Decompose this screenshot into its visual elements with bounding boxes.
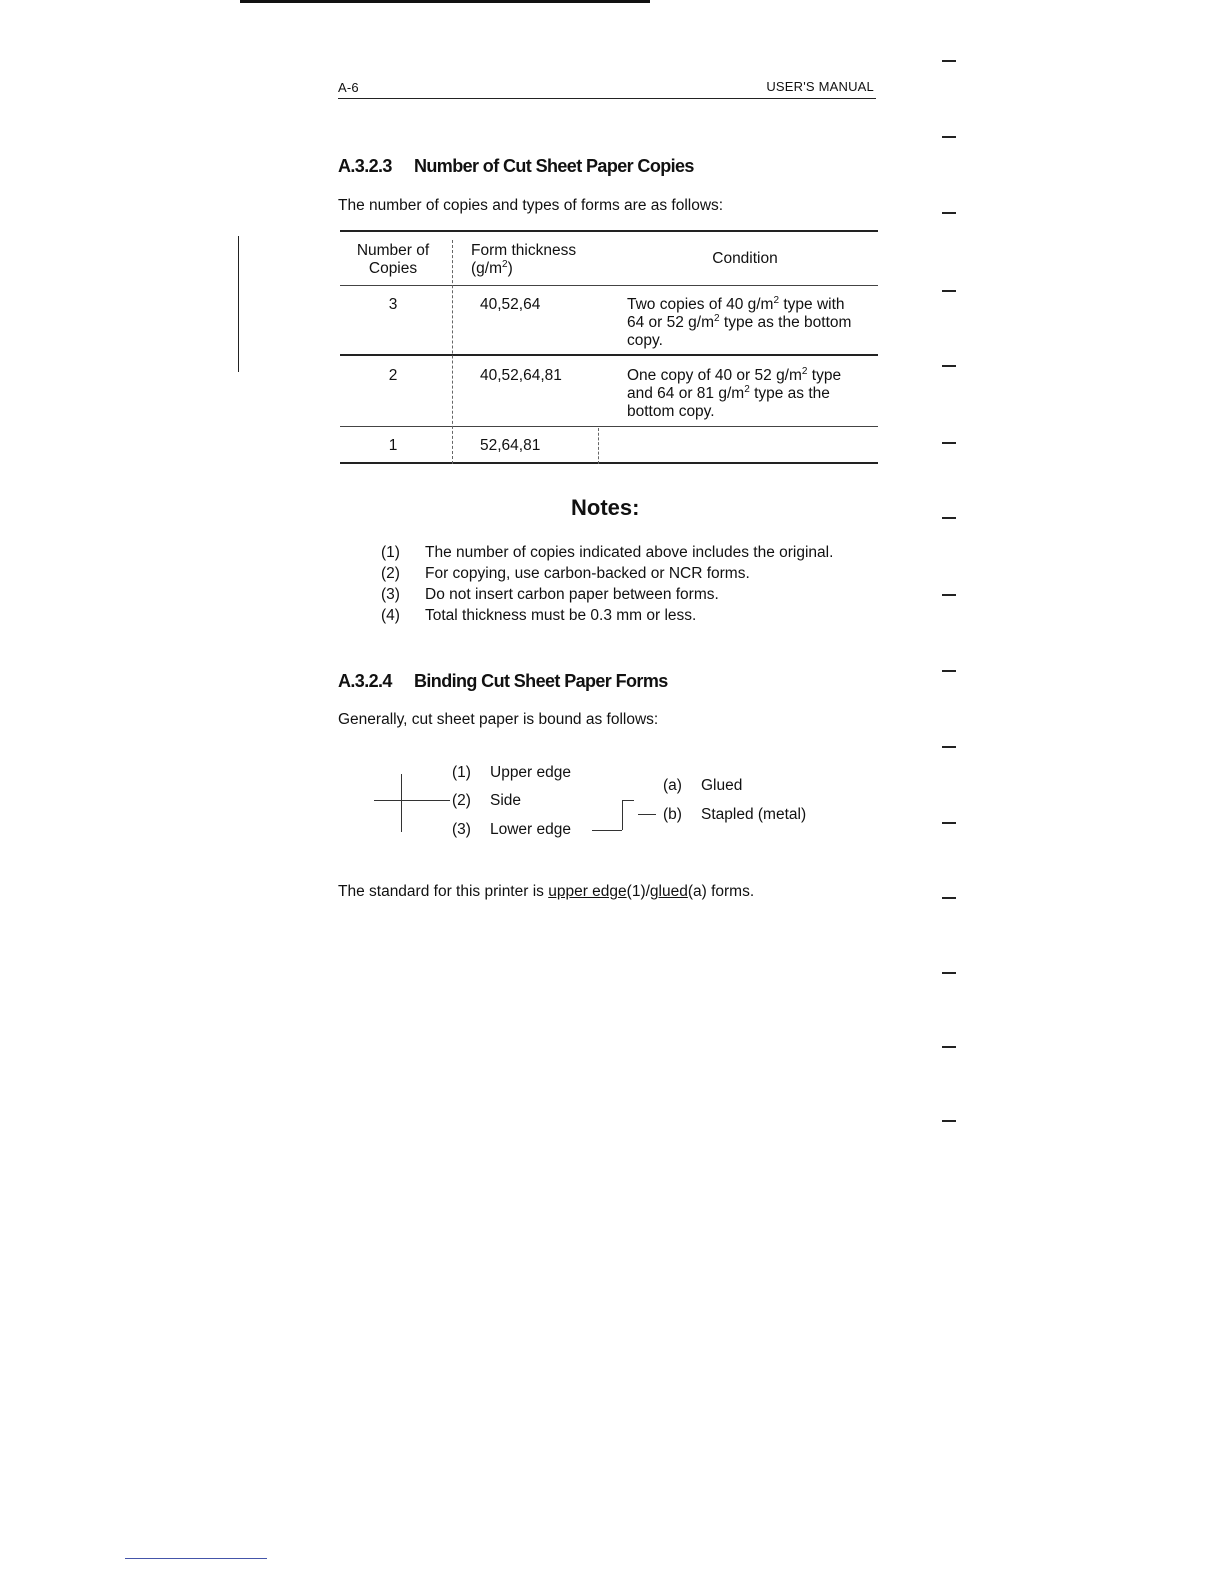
binding-position-item: (1) Upper edge — [452, 764, 572, 781]
right-edge-ticks — [942, 0, 962, 1584]
binding-position-item: (2) Side — [452, 792, 522, 809]
section-number: A.3.2.4 — [338, 671, 392, 691]
row1-copies: 3 — [388, 296, 398, 313]
binding-connector — [622, 800, 623, 830]
binding-standard: The standard for this printer is upper edge(1)/glued(a) forms. — [338, 883, 755, 900]
table-column-divider — [452, 240, 453, 464]
binding-method-item: (a) Glued — [663, 777, 743, 794]
row3-copies: 1 — [388, 437, 398, 454]
table-column-divider — [598, 428, 599, 464]
binding-method-item: (b) Stapled (metal) — [663, 806, 807, 823]
scan-bottom-line — [125, 1558, 267, 1559]
row2-thickness: 40,52,64,81 — [480, 367, 562, 384]
table-row-rule — [340, 354, 878, 356]
table-header-rule — [340, 285, 878, 286]
section-heading-copies — [338, 156, 694, 177]
header-condition: Condition — [712, 250, 778, 267]
binding-cross-horizontal — [374, 800, 450, 801]
page-number: A-6 — [338, 80, 359, 95]
row1-condition: Two copies of 40 $g/m^2$ type with 64 or 52 $g/m^2$ type as the bottom copy. — [627, 294, 852, 349]
copies-table — [340, 230, 880, 470]
header-copies: Number of Copies — [356, 242, 430, 277]
binding-diagram — [360, 760, 880, 850]
section-title: Number of Cut Sheet Paper Copies — [414, 156, 694, 176]
list-item: (1) The number of copies indicated above includes the original. — [381, 544, 834, 561]
notes-title: Notes: — [571, 495, 640, 520]
section-number: A.3.2.3 — [338, 156, 392, 176]
section-heading-binding — [338, 671, 668, 692]
header-rule — [338, 98, 876, 99]
left-margin-line — [238, 236, 239, 372]
table-bottom-rule — [340, 462, 878, 464]
table-top-rule — [340, 230, 878, 232]
manual-title: USER'S MANUAL — [766, 79, 874, 94]
binding-connector — [622, 800, 634, 801]
binding-connector — [638, 814, 656, 815]
row2-copies: 2 — [388, 367, 398, 384]
header-thickness: Form thickness $(g/m^2)$ — [471, 242, 577, 277]
section-intro: Generally, cut sheet paper is bound as follows: — [338, 711, 659, 728]
row3-thickness: 52,64,81 — [480, 437, 541, 454]
row1-thickness: 40,52,64 — [480, 296, 541, 313]
binding-position-item: (3) Lower edge — [452, 821, 572, 838]
scan-top-bar — [240, 0, 650, 3]
notes-list — [381, 544, 881, 628]
section-intro: The number of copies and types of forms are as follows: — [338, 197, 724, 214]
list-item: (2) For copying, use carbon-backed or NCR forms. — [381, 565, 750, 582]
section-title: Binding Cut Sheet Paper Forms — [414, 671, 668, 691]
list-item: (4) Total thickness must be 0.3 mm or less. — [381, 607, 697, 624]
row2-condition: One copy of 40 or 52 $g/m^2$ type and 64 or 81 $g/m^2$ type as the bottom copy. — [627, 365, 842, 420]
list-item: (3) Do not insert carbon paper between forms. — [381, 586, 719, 603]
binding-connector — [592, 830, 622, 831]
binding-cross-vertical — [401, 774, 402, 832]
table-row-rule — [340, 426, 878, 427]
